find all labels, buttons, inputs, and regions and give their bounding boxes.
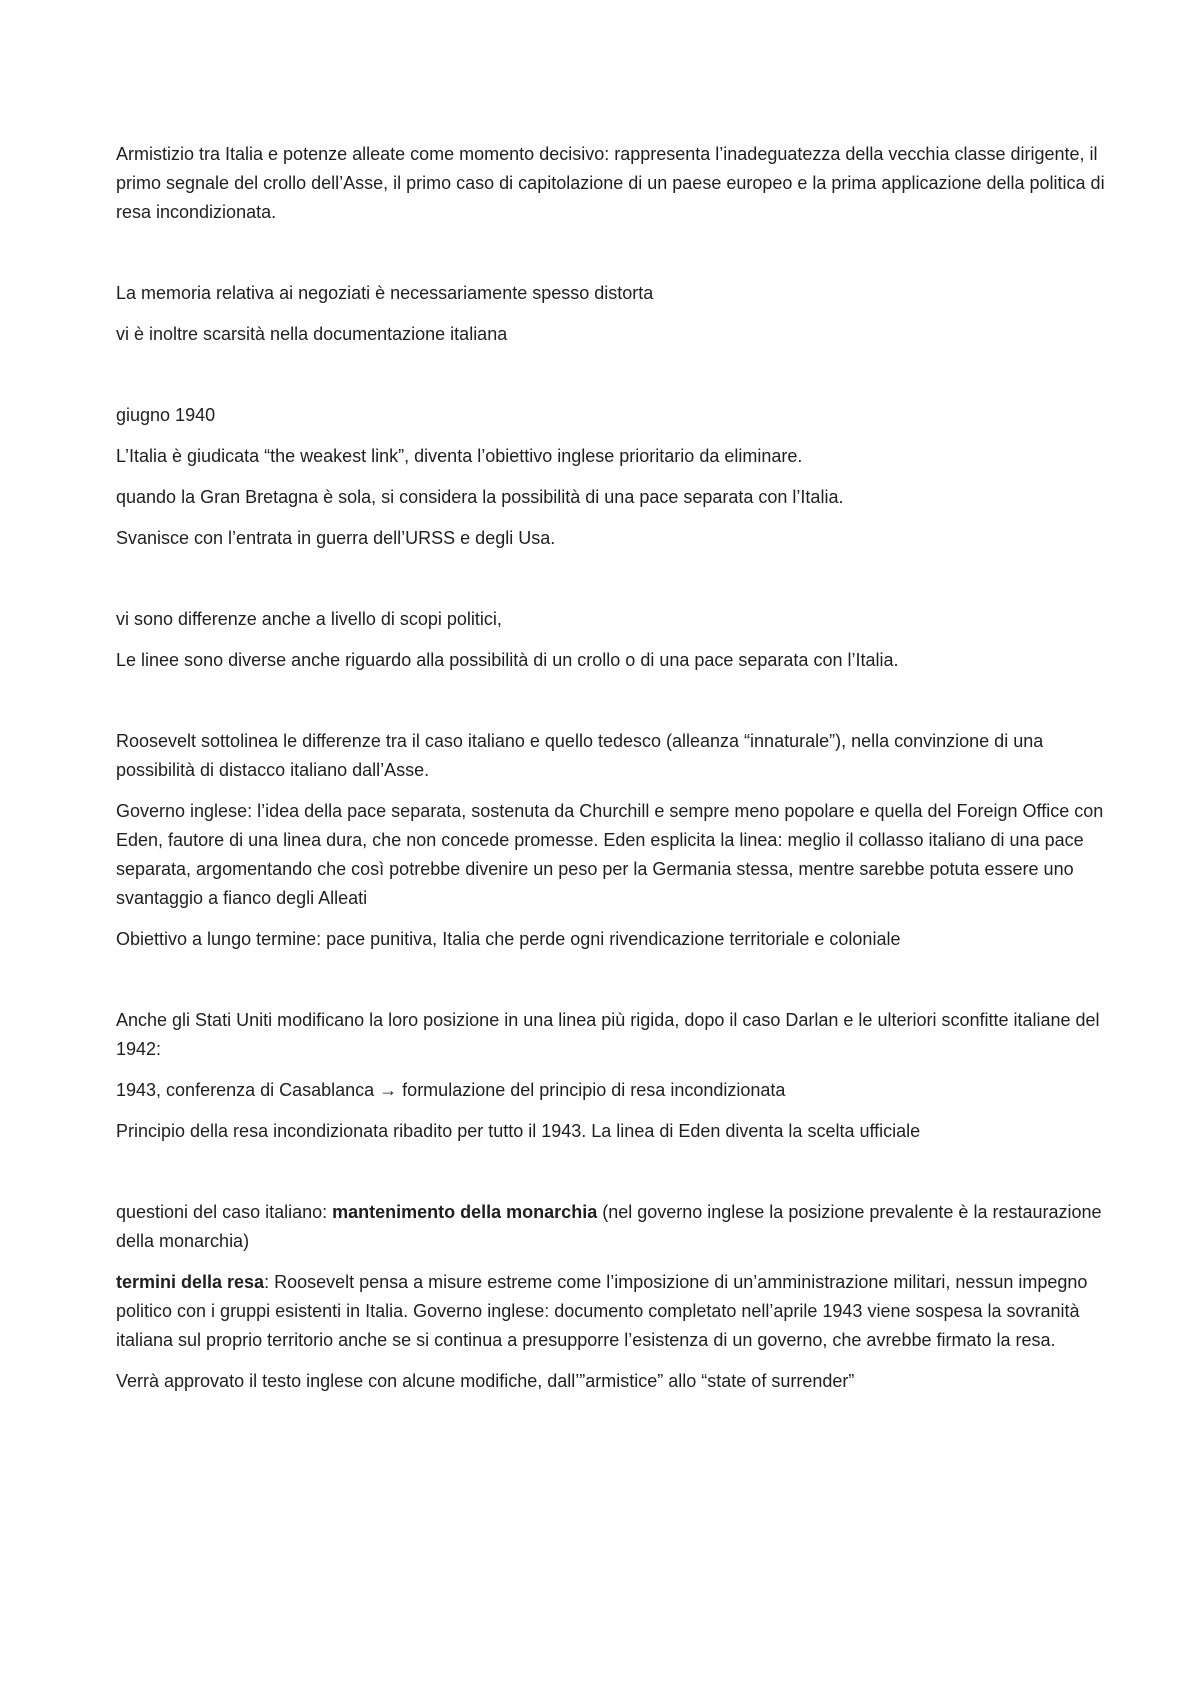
paragraph-principio: Principio della resa incondizionata ribadito per tutto il 1943. La linea di Eden diventa la scelta ufficiale — [116, 1121, 921, 1141]
termini-post: : Roosevelt pensa a misure estreme come l’imposizione di un’amministrazione militari, nessun impegno politico con i gruppi esistenti in Italia. Governo inglese: documento completato nell’aprile 1943 viene sospesa la sovranità italiana sul proprio territorio anche se si continua a presupporre l’esistenza di un governo, che avrebbe firmato la resa. — [116, 1272, 1088, 1350]
paragraph-termini — [116, 1268, 1106, 1355]
questioni-pre: questioni del caso italiano: — [116, 1202, 333, 1222]
paragraph-giugno-1940: giugno 1940 — [116, 405, 216, 425]
questioni-bold: mantenimento della monarchia — [332, 1202, 598, 1222]
paragraph-obiettivo: Obiettivo a lungo termine: pace punitiva, Italia che perde ogni rivendicazione territoriale e coloniale — [116, 929, 901, 949]
paragraph-stati-uniti: Anche gli Stati Uniti modificano la loro posizione in una linea più rigida, dopo il caso Darlan e le ulteriori sconfitte italiane del 1942: — [116, 1010, 1100, 1059]
termini-bold: termini della resa — [116, 1272, 265, 1292]
paragraph-armistizio: Armistizio tra Italia e potenze alleate come momento decisivo: rappresenta l’inadeguatezza della vecchia classe dirigente, il primo segnale del crollo dell’Asse, il primo caso di capitolazione di un paese europeo e la prima applicazione della politica di resa incondizionata. — [116, 144, 1105, 222]
paragraph-linee-diverse: Le linee sono diverse anche riguardo alla possibilità di un crollo o di una pace separata con l’Italia. — [116, 650, 899, 670]
paragraph-roosevelt: Roosevelt sottolinea le differenze tra il caso italiano e quello tedesco (alleanza “innaturale”), nella convinzione di una possibilità di distacco italiano dall’Asse. — [116, 731, 1044, 780]
document-page — [116, 140, 1106, 1396]
questioni-post: (nel governo inglese la posizione prevalente è la restaurazione della monarchia) — [116, 1202, 1102, 1251]
paragraph-scarsita: vi è inoltre scarsità nella documentazione italiana — [116, 324, 508, 344]
paragraph-casablanca: 1943, conferenza di Casablanca → formulazione del principio di resa incondizionata — [116, 1080, 786, 1100]
paragraph-weakest-link: L’Italia è giudicata “the weakest link”, diventa l’obiettivo inglese prioritario da eliminare. — [116, 446, 803, 466]
paragraph-approvato: Verrà approvato il testo inglese con alcune modifiche, dall’”armistice” allo “state of surrender” — [116, 1371, 855, 1391]
paragraph-questioni — [116, 1198, 1106, 1256]
paragraph-governo-inglese: Governo inglese: l’idea della pace separata, sostenuta da Churchill e sempre meno popolare e quella del Foreign Office con Eden, fautore di una linea dura, che non concede promesse. Eden esplicita la linea: meglio il collasso italiano di una pace separata, argomentando che così potrebbe divenire un peso per la Germania stessa, mentre sarebbe potuta essere uno svantaggio a fianco degli Alleati — [116, 801, 1104, 908]
paragraph-svanisce: Svanisce con l’entrata in guerra dell’URSS e degli Usa. — [116, 528, 556, 548]
paragraph-memoria: La memoria relativa ai negoziati è necessariamente spesso distorta — [116, 283, 654, 303]
paragraph-scopi-politici: vi sono differenze anche a livello di scopi politici, — [116, 609, 502, 629]
paragraph-gran-bretagna: quando la Gran Bretagna è sola, si considera la possibilità di una pace separata con l’Italia. — [116, 487, 844, 507]
